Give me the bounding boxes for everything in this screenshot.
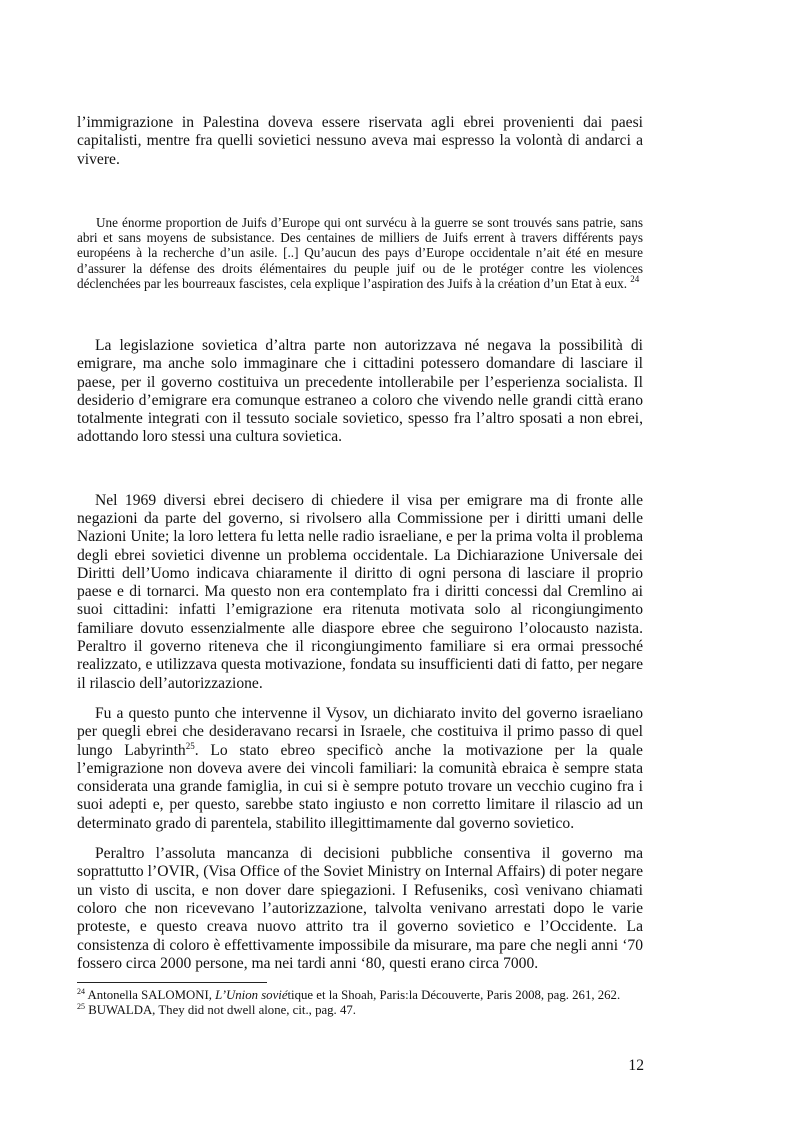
paragraph-4 xyxy=(77,705,643,833)
paragraph-1: l’immigrazione in Palestina doveva essere riservata agli ebrei provenienti dai paesi capitalisti, mentre fra quelli sovietici nessuno aveva mai espresso la volontà di andarci a vivere. xyxy=(77,114,643,168)
paragraph-4-part-2: . Lo stato ebreo specificò anche la motivazione per la quale l’emigrazione non doveva avere dei vincoli familiari: la comunità ebraica è sempre stata considerata una grande famiglia, in cui si è sempre potuto trovare un vecchio cugino fra i suoi adepti e, per questo, sarebbe stato ingiusto e non corretto limitare il rilascio ad un determinato grado di parentela, stabilito illegittimamente dal governo sovietico. xyxy=(77,741,643,832)
footnote-source: tique et la Shoah, Paris:la Découverte, Paris 2008, pag. 261, 262. xyxy=(287,988,621,1003)
page-number: 12 xyxy=(628,1057,644,1074)
footnote-24 xyxy=(77,988,643,1003)
footnote-text: BUWALDA, They did not dwell alone, cit., pag. 47. xyxy=(88,1003,356,1018)
paragraph-4-part-1: Fu a questo punto che intervenne il Vysov, un dichiarato invito del governo israeliano per quegli ebrei che desideravano recarsi in Israele, che costituiva il primo passo di quel lungo Labyrinth xyxy=(77,704,643,759)
paragraph-5: Peraltro l’assoluta mancanza di decisioni pubbliche consentiva il governo ma soprattutto l’OVIR, (Visa Office of the Soviet Ministry on Internal Affairs) di poter negare un visto di uscita, e non dover dare spiegazioni. I Refuseniks, così venivano chiamati coloro che non ricevevano l’autorizzazione, talvolta venivano arrestati dopo le varie proteste, e questo creava nuovo attrito tra il governo sovietico e l’Occidente. La consistenza di coloro è effettivamente impossibile da misurare, ma pare che negli anni ‘70 fossero circa 2000 persone, ma nei tardi anni ‘80, questi erano circa 7000. xyxy=(77,845,643,972)
footnote-ref-24[interactable]: 24 xyxy=(630,273,640,284)
paragraph-3: Nel 1969 diversi ebrei decisero di chiedere il visa per emigrare ma di fronte alle negazioni da parte del governo, si rivolsero alla Commissione per i diritti umani delle Nazioni Unite; la loro lettera fu letta nelle radio israeliane, e per la prima volta il problema degli ebrei sovietici divenne un problema occidentale. La Dichiarazione Universale dei Diritti dell’Uomo indicava chiaramente il diritto di ogni persona di lasciare il proprio paese e di tornarci. Ma questo non era contemplato fra i diritti concessi dal Cremlino ai suoi cittadini: infatti l’emigrazione era ritenuta motivata solo al ricongiungimento familiare dovuto essenzialmente alle diaspore ebree che seguirono l’olocausto nazista. Peraltro il governo riteneva che il ricongiungimento familiare si era ormai pressoché realizzato, e utilizzava questa motivazione, fondata su insufficienti dati di fatto, per negare il rilascio dell’autorizzazione. xyxy=(77,491,643,692)
footnote-number: 24 xyxy=(77,987,85,997)
footnote-separator xyxy=(77,982,267,983)
paragraph-2: La legislazione sovietica d’altra parte non autorizzava né negava la possibilità di emigrare, ma anche solo immaginare che i cittadini potessero domandare di lasciare il paese, per il governo costituiva un precedente intollerabile per l’esperienza socialista. Il desiderio d’emigrare era comunque estraneo a coloro che vivendo nelle grandi città erano totalmente integrati con il tessuto sociale sovietico, spesso fra l’altro sposati a non ebrei, adottando loro stessi una cultura sovietica. xyxy=(77,336,643,446)
footnote-number: 25 xyxy=(77,1002,85,1012)
footnote-title: L’Union sovié xyxy=(215,988,288,1003)
footnote-25 xyxy=(77,1003,643,1018)
footnote-author: Antonella SALOMONI, xyxy=(87,988,212,1003)
document-body xyxy=(77,114,643,1019)
block-quote xyxy=(77,215,643,291)
footnote-ref-25[interactable]: 25 xyxy=(185,740,195,751)
quote-text: Une énorme proportion de Juifs d’Europe qui ont survécu à la guerre se sont trouvés sans patrie, sans abri et sans moyens de subsistance. Des centaines de milliers de Juifs errent à travers différents pays européens à la recherche d’un asile. [..] Qu’aucun des pays d’Europe occidentale n’ait été en mesure d’assurer la défense des droits élémentaires du peuple juif ou de le protéger contre les violences déclenchées par les bourreaux fascistes, cela explique l’aspiration des Juifs à la création d’un Etat à eux. xyxy=(77,214,643,291)
